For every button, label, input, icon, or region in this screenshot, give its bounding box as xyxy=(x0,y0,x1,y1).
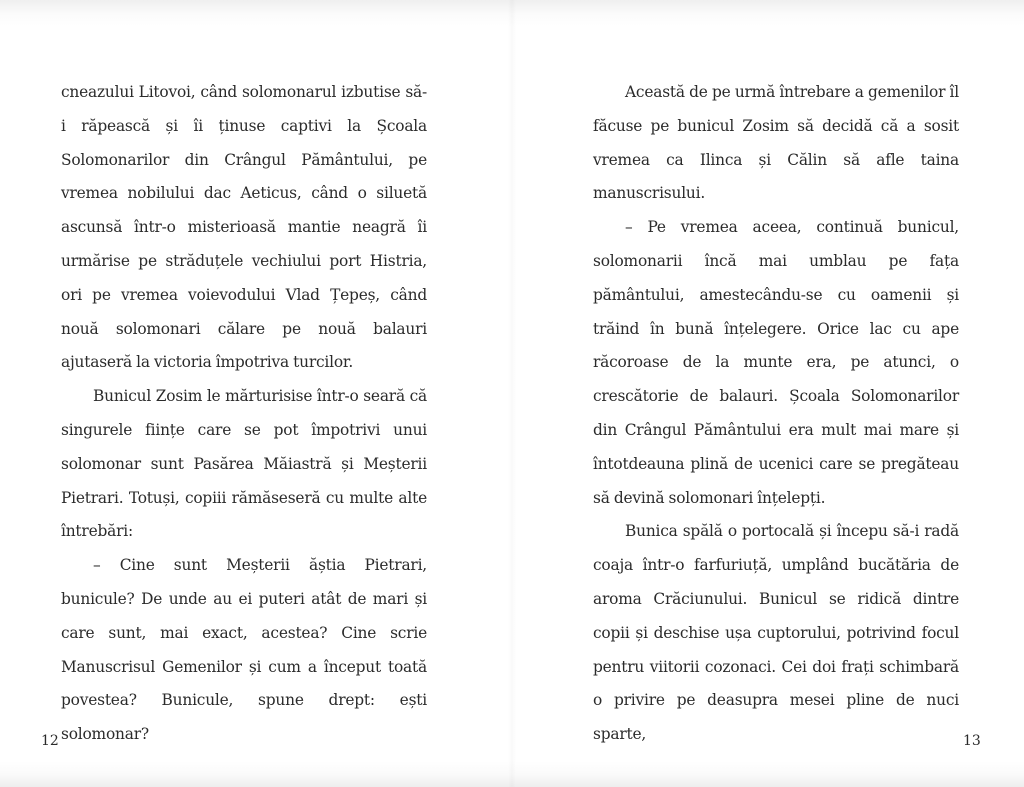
paragraph: Bunicul Zosim le mărturisise într-o seară că singurele ființe care se pot împotrivi unui solomonar sunt Pasărea Măiastră și Meșterii Pietrari. Totuși, copiii rămăseseră cu multe alte întrebări: xyxy=(61,387,427,541)
paragraph: cneazului Litovoi, când solomonarul izbutise să-i răpească și îi ținuse captivi la Școala Solomonarilor din Crângul Pământului, pe vremea nobilului dac Aeticus, când o siluetă ascunsă într-o misterioasă mantie neagră îi urmărise pe străduțele vechiului port Histria, ori pe vremea voievodului Vlad Țepeș, când nouă solomonari călare pe nouă balauri ajutaseră la victoria împotriva turcilor. xyxy=(61,83,427,372)
paragraph: Această de pe urmă întrebare a gemenilor îl făcuse pe bunicul Zosim să decidă că a sosit vremea ca Ilinca și Călin să afle taina manuscrisului. xyxy=(593,83,959,203)
page-number-right: 13 xyxy=(963,733,981,749)
paragraph: – Cine sunt Meșterii ăștia Pietrari, bunicule? De unde au ei puteri atât de mari și care sunt, mai exact, acestea? Cine scrie Manuscrisul Gemenilor și cum a început toată povestea? Bunicule, spune drept: ești solomonar? xyxy=(61,556,427,744)
paragraph: – Pe vremea aceea, continuă bunicul, solomonarii încă mai umblau pe fața pământului, amestecându-se cu oamenii și trăind în bună înțelegere. Orice lac cu ape răcoroase de la munte era, pe atunci, o crescătorie de balauri. Școala Solomonarilor din Crângul Pământului era mult mai mare și întotdeauna plină de ucenici care se pregăteau să devină solomonari înțelepți. xyxy=(593,218,959,507)
gutter-shadow xyxy=(508,0,516,787)
page-number-left: 12 xyxy=(41,733,59,749)
right-page-text xyxy=(593,76,959,752)
left-page-text xyxy=(61,76,427,752)
paragraph: Bunica spălă o portocală și începu să-i radă coaja într-o farfuriuță, umplând bucătăria de aroma Crăciunului. Bunicul se ridică dintre copii și deschise ușa cuptorului, potrivind focul pentru viitorii cozonaci. Cei doi frați schimbară o privire pe deasupra mesei pline de nuci sparte, xyxy=(593,522,959,744)
